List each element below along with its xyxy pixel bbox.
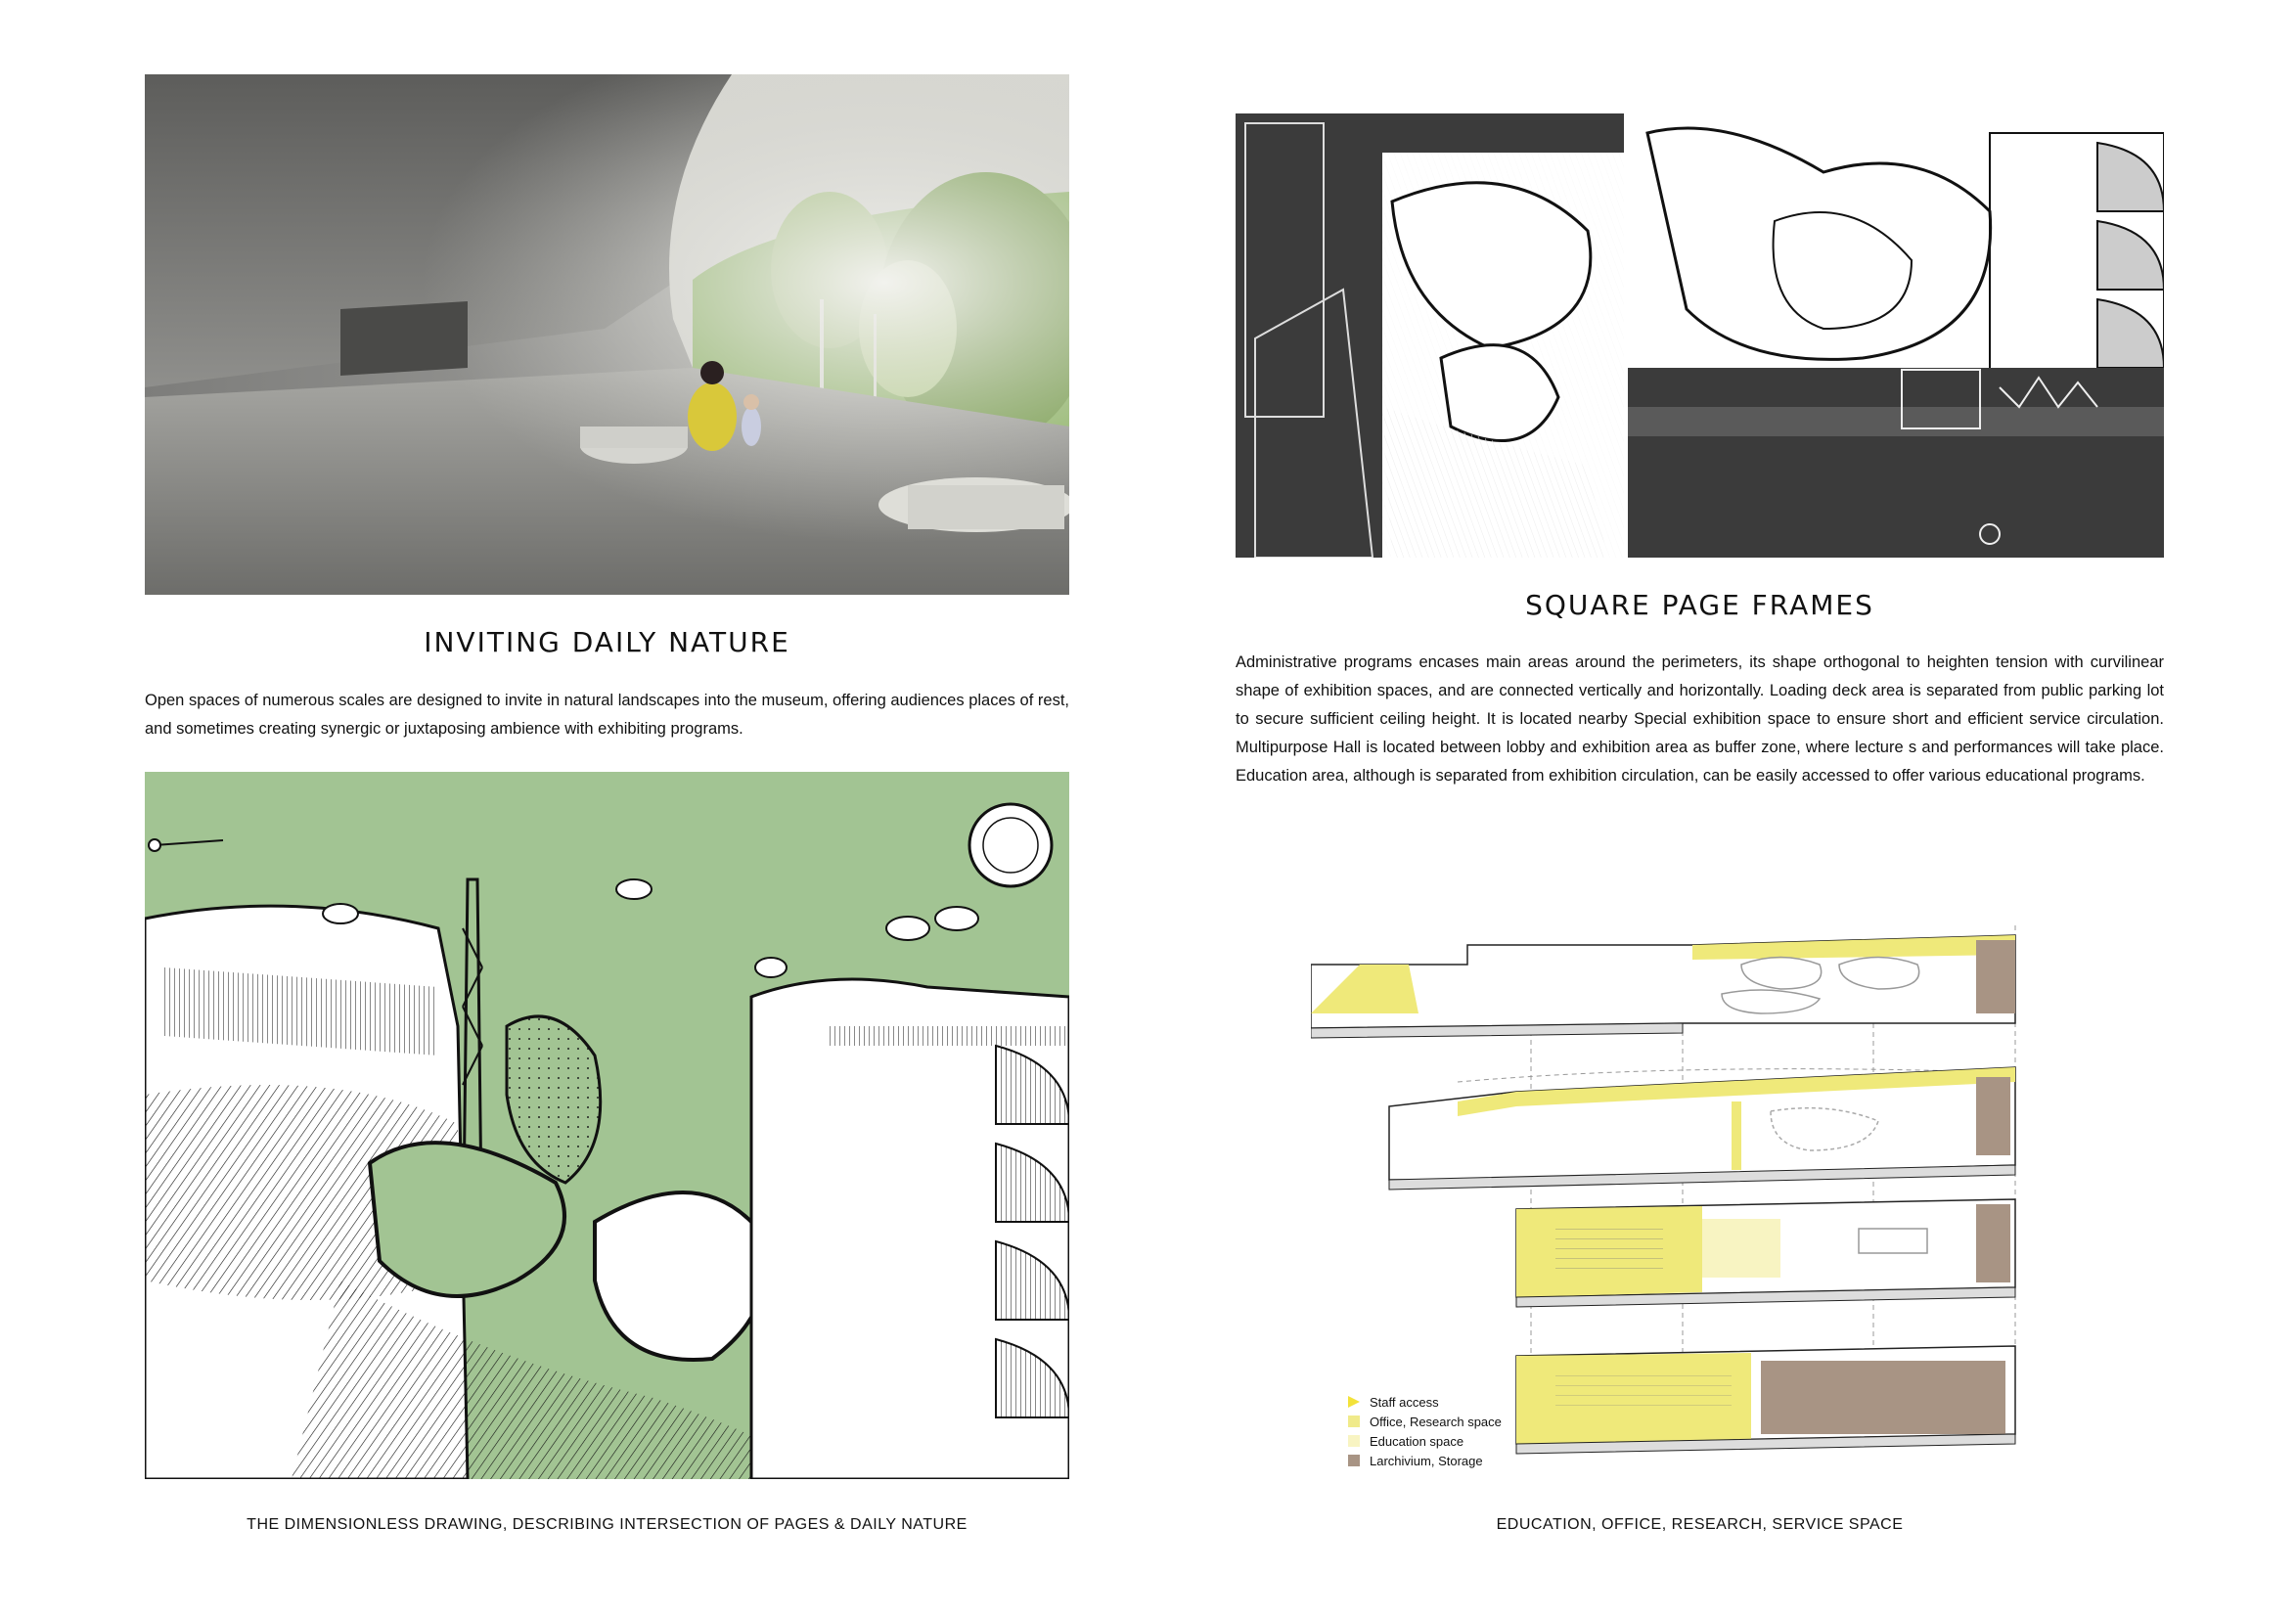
right-section-paragraph: Administrative programs encases main areas around the perimeters, its shape orthogonal to heighten tension with curvilinear shape of exhibition spaces, and are connected vertically and horizontally. Loading deck area is separated from public parking lot to secure sufficient ceiling height. It is located nearby Special exhibition space to ensure short and efficient service circulation. Multipurpose Hall is located between lobby and exhibition area as buffer zone, where lecture s and performances will take place. Education area, although is separated from exhibition circulation, can be easily accessed to offer various educational programs. (1236, 653, 2164, 785)
legend-item-education (1348, 1431, 1602, 1451)
dimensionless-drawing (145, 772, 1069, 1479)
left-drawing-caption: THE DIMENSIONLESS DRAWING, DESCRIBING INTERSECTION OF PAGES & DAILY NATURE (247, 1516, 968, 1533)
square-page-frames-image-left (1236, 113, 1624, 558)
square-page-frames-image-right (1628, 113, 2164, 558)
legend-label: Staff access (1370, 1394, 1439, 1410)
legend-item-staff-access (1348, 1392, 1602, 1412)
legend-label: Larchivium, Storage (1370, 1453, 1483, 1468)
legend-label: Office, Research space (1370, 1414, 1502, 1429)
level-2 (1516, 1199, 2015, 1307)
left-section-paragraph: Open spaces of numerous scales are designed to invite in natural landscapes into the museum, offering audiences places of rest, and sometimes creating synergic or juxtaposing ambience with exhibiting programs. (145, 692, 1069, 738)
diagram-legend (1348, 1392, 1602, 1470)
triangle-icon (1348, 1396, 1360, 1408)
legend-item-office-research (1348, 1412, 1602, 1431)
exploded-axonometric-diagram (1311, 867, 2093, 1483)
level-top (1311, 935, 2015, 1038)
left-section-title: INVITING DAILY NATURE (424, 626, 790, 658)
level-3 (1389, 1067, 2015, 1190)
swatch-icon (1348, 1416, 1360, 1427)
swatch-icon (1348, 1455, 1360, 1466)
legend-label: Education space (1370, 1433, 1464, 1449)
right-section-title: SQUARE PAGE FRAMES (1525, 589, 1874, 621)
swatch-icon (1348, 1435, 1360, 1447)
legend-item-storage (1348, 1451, 1602, 1470)
right-diagram-caption: EDUCATION, OFFICE, RESEARCH, SERVICE SPACE (1496, 1516, 1904, 1533)
rendering-image (145, 74, 1069, 595)
